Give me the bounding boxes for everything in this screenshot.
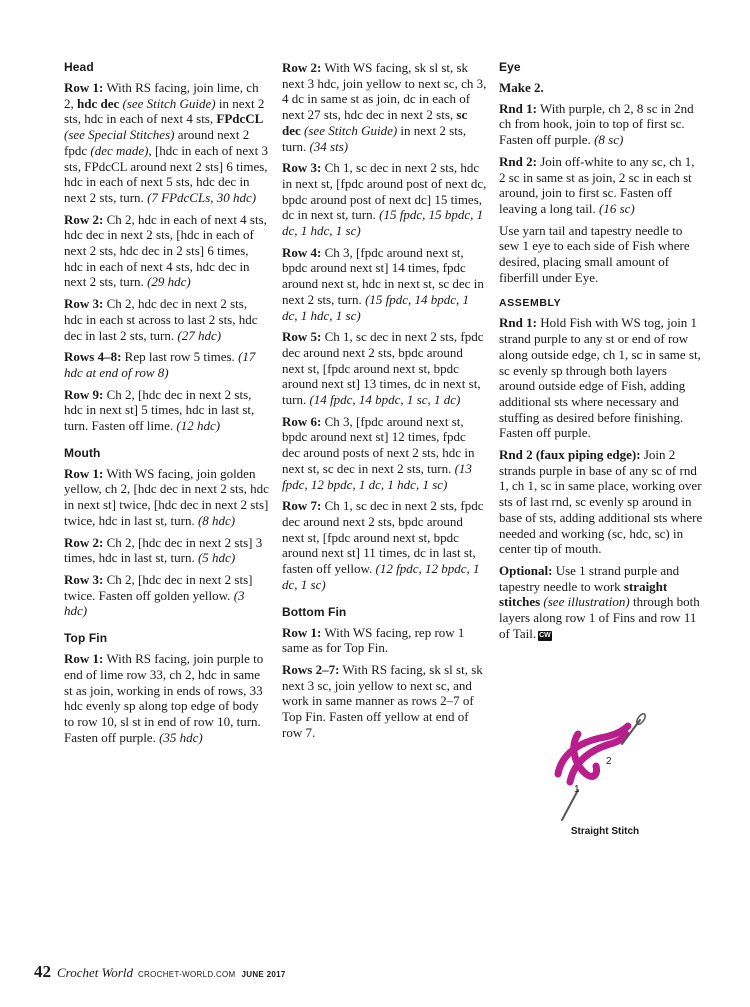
mouth-row-3: Row 3: Ch 2, [hdc dec in next 2 sts] twice. Fasten off golden yellow. (3 hdc) xyxy=(64,571,253,619)
top-fin-row-1: Row 1: With RS facing, join purple to end of lime row 33, ch 2, hdc in same st as join, working in ends of rows, 33 hdc evenly sp along top edge of body to row 10, sl st in end of row 10, turn. Fasten off purple. (35 hdc) xyxy=(64,651,264,745)
head-row-2: Row 2: Ch 2, hdc in each of next 4 sts, hdc dec in next 2 sts, [hdc in each of next 2 sts, hdc dec in 2 sts] 6 times, hdc in each of next 4 sts, hdc dec in next 2 sts, turn. (29 hdc) xyxy=(64,211,267,290)
heading-assembly: ASSEMBLY xyxy=(499,297,562,310)
bottom-fin-rows-2-7: Rows 2–7: With RS facing, sk sl st, sk next 3 sc, join yellow to next sc, and work in same manner as rows 2–7 of Top Fin. Fasten off yellow at end of row 7. xyxy=(282,661,483,740)
head-row-3: Row 3: Ch 2, hdc dec in next 2 sts, hdc in each st across to last 2 sts, hdc dec in last 2 sts, turn. (27 hdc) xyxy=(64,296,258,343)
issue-date: JUNE 2017 xyxy=(241,970,286,979)
mouth-row-2: Row 2: Ch 2, [hdc dec in next 2 sts] 3 times, hdc in last st, turn. (5 hdc) xyxy=(64,534,263,566)
top-fin-row-4: Row 4: Ch 3, [fpdc around next st, bpdc around next st] 14 times, fpdc around next st, hdc in next st, sc dec in next 2 sts, turn. (15 fpdc, 14 bpdc, 1 dc, 1 hdc, 1 sc) xyxy=(282,244,484,323)
mouth-row-1: Row 1: With WS facing, join golden yellow, ch 2, [hdc dec in next 2 sts, hdc in next st] twice, [hdc dec in next 2 sts] twice, hdc in last st, turn. (8 hdc) xyxy=(64,465,269,528)
column-2 xyxy=(282,60,487,752)
heading-top-fin: Top Fin xyxy=(64,631,108,646)
page-number: 42 xyxy=(34,962,51,981)
eye-rnd-2: Rnd 2: Join off-white to any sc, ch 1, 2 sc in same st as join, 2 sc in each st around, join to first sc. Fasten off leaving a long tail. (16 sc) xyxy=(499,153,695,216)
head-rows-4-8: Rows 4–8: Rep last row 5 times. (17 hdc at end of row 8) xyxy=(64,349,256,380)
heading-eye: Eye xyxy=(499,60,521,74)
top-fin-row-5: Row 5: Ch 1, sc dec in next 2 sts, fpdc dec around next 2 sts, bpdc around next st, [fpdc around next st, bpdc around next st] 13 times, dc in next st, turn. (14 fpdc, 14 bpdc, 1 sc, 1 dc) xyxy=(282,329,484,408)
straight-stitch-drawing xyxy=(540,712,670,824)
cw-end-badge: CW xyxy=(539,631,551,639)
stitch-label-1: 1 xyxy=(574,784,580,795)
figure-caption: Straight Stitch xyxy=(570,826,640,837)
assembly-rnd-2: Rnd 2 (faux piping edge): Join 2 strands purple in base of any sc of rnd 1, ch 1, sc in same place, working over sts of last rnd, sc evenly sp around in base of sts, adding additional sts where needed and working (sc, hdc, sc) in center tip of mouth. xyxy=(499,447,703,557)
section-bottom-fin xyxy=(282,605,487,741)
magazine-url: CROCHET-WORLD.COM xyxy=(137,970,236,979)
stitch-label-2: 2 xyxy=(606,756,612,767)
magazine-name: Crochet World xyxy=(57,965,133,980)
page-footer xyxy=(34,962,286,982)
heading-mouth: Mouth xyxy=(64,445,101,460)
top-fin-row-2: Row 2: With WS facing, sk sl st, sk next 3 hdc, join yellow to next sc, ch 3, 4 dc in same st as join, dc in each of next 27 sts, hdc dec in next 2 sts, sc dec (see Stitch Guide) in next 2 sts, turn. (34 sts) xyxy=(282,60,487,154)
needle-eye-icon xyxy=(635,712,647,725)
section-eye xyxy=(499,60,704,285)
section-top-fin-cont xyxy=(282,60,487,593)
straight-stitch-illustration xyxy=(540,712,680,842)
section-assembly xyxy=(499,297,704,641)
eye-note: Use yarn tail and tapestry needle to sew 1 eye to each side of Fish where desired, placing small amount of fiberfill under Eye. xyxy=(499,222,690,285)
section-top-fin xyxy=(64,631,269,745)
top-fin-row-7: Row 7: Ch 1, sc dec in next 2 sts, fpdc dec around next 2 sts, bpdc around next st, [fpdc around next st, bpdc around next st] 11 times, dc in last st, fasten off yellow. (12 fpdc, 12 bpdc, 1 dc, 1 sc) xyxy=(282,498,484,592)
eye-make-count: Make 2. xyxy=(499,80,544,95)
top-fin-row-3: Row 3: Ch 1, sc dec in next 2 sts, hdc in next st, [fpdc around post of next dc, bpdc around post of next dc] 15 times, dc in next st, turn. (15 fpdc, 15 bpdc, 1 dc, 1 hdc, 1 sc) xyxy=(282,160,487,239)
heading-head: Head xyxy=(64,60,94,74)
bottom-fin-row-1: Row 1: With WS facing, rep row 1 same as for Top Fin. xyxy=(282,624,465,656)
heading-bottom-fin: Bottom Fin xyxy=(282,604,347,619)
eye-rnd-1: Rnd 1: With purple, ch 2, 8 sc in 2nd ch from hook, join to top of first sc. Fasten off purple. (8 sc) xyxy=(499,100,694,148)
assembly-rnd-1: Rnd 1: Hold Fish with WS tog, join 1 strand purple to any st or end of row along outside edge, ch 1, sc in same st, sc evenly sp through both layers around outside edge of Fish, adding additional sts where necessary and stuffing as desired before finishing. Fasten off purple. xyxy=(499,315,701,441)
top-fin-row-6: Row 6: Ch 3, [fpdc around next st, bpdc around next st] 12 times, fpdc dec around posts of next 2 sts, hdc in next st, sc dec in next 2 sts, turn. (13 fpdc, 12 bpdc, 1 dc, 1 hdc, 1 sc) xyxy=(282,413,475,492)
section-head xyxy=(64,60,269,434)
column-3 xyxy=(499,60,704,654)
section-mouth xyxy=(64,446,269,619)
head-row-1: Row 1: With RS facing, join lime, ch 2, hdc dec (see Stitch Guide) in next 2 sts, hdc in each of next 4 sts, FPdcCL (see Special Stitches) around next 2 fpdc (dec made), [hdc in each of next 3 sts, FPdcCL around next 2 sts] 6 times, hdc in each of next 5 sts, hdc dec in next 2 sts, turn. (7 FPdcCLs, 30 hdc) xyxy=(64,80,268,205)
column-1 xyxy=(64,60,269,757)
head-row-9: Row 9: Ch 2, [hdc dec in next 2 sts, hdc in next st] 5 times, hdc in last st, turn. Fasten off lime. (12 hdc) xyxy=(64,386,255,434)
assembly-optional: Optional: Use 1 strand purple and tapestry needle to work straight stitches (see illustration) through both layers along row 1 of Fins and row 11 of Tail. CW xyxy=(499,562,700,641)
